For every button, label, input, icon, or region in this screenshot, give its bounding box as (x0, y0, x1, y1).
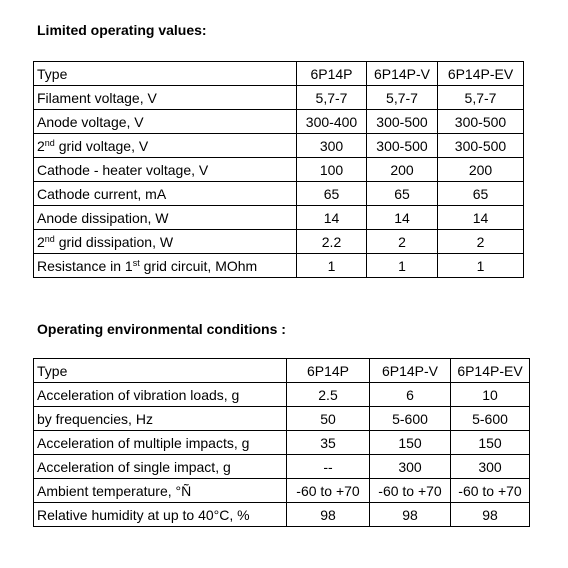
table-row (34, 110, 524, 134)
header-6p14p: 6P14P (287, 359, 370, 383)
table-header-row (34, 62, 524, 86)
cell-6p14p-v: 6 (370, 383, 451, 407)
cell-6p14p-ev: 5-600 (451, 407, 530, 431)
cell-6p14p-v: 1 (367, 254, 438, 278)
cell-6p14p-ev: 200 (438, 158, 524, 182)
row-label: Resistance in 1st grid circuit, MOhm (34, 254, 297, 278)
cell-6p14p: 2.2 (297, 230, 367, 254)
table-row (34, 431, 530, 455)
cell-6p14p-ev: 5,7-7 (438, 86, 524, 110)
cell-6p14p-ev: 300-500 (438, 134, 524, 158)
cell-6p14p: -60 to +70 (287, 479, 370, 503)
row-label: Anode dissipation, W (34, 206, 297, 230)
cell-6p14p-ev: 1 (438, 254, 524, 278)
cell-6p14p-ev: 98 (451, 503, 530, 527)
cell-6p14p-ev: 300 (451, 455, 530, 479)
cell-6p14p-v: -60 to +70 (370, 479, 451, 503)
header-6p14p-v: 6P14P-V (370, 359, 451, 383)
table-row (34, 230, 524, 254)
cell-6p14p-ev: 2 (438, 230, 524, 254)
cell-6p14p-v: 200 (367, 158, 438, 182)
cell-6p14p-v: 5,7-7 (367, 86, 438, 110)
cell-6p14p-v: 65 (367, 182, 438, 206)
row-label: 2nd grid dissipation, W (34, 230, 297, 254)
row-label: Ambient temperature, °Ñ (34, 479, 287, 503)
table-row (34, 407, 530, 431)
limited-operating-values-table (33, 61, 524, 278)
cell-6p14p: 300-400 (297, 110, 367, 134)
table-header-row (34, 359, 530, 383)
row-label: Acceleration of multiple impacts, g (34, 431, 287, 455)
cell-6p14p: 50 (287, 407, 370, 431)
header-6p14p-v: 6P14P-V (367, 62, 438, 86)
header-type: Type (34, 62, 297, 86)
cell-6p14p-v: 150 (370, 431, 451, 455)
header-type: Type (34, 359, 287, 383)
table-row (34, 206, 524, 230)
row-label: Relative humidity at up to 40°C, % (34, 503, 287, 527)
cell-6p14p: 1 (297, 254, 367, 278)
cell-6p14p-ev: 300-500 (438, 110, 524, 134)
cell-6p14p: -- (287, 455, 370, 479)
cell-6p14p: 35 (287, 431, 370, 455)
cell-6p14p-ev: 150 (451, 431, 530, 455)
cell-6p14p: 14 (297, 206, 367, 230)
cell-6p14p: 98 (287, 503, 370, 527)
cell-6p14p: 300 (297, 134, 367, 158)
cell-6p14p-ev: 14 (438, 206, 524, 230)
table-row (34, 479, 530, 503)
row-label: 2nd grid voltage, V (34, 134, 297, 158)
header-6p14p-ev: 6P14P-EV (438, 62, 524, 86)
cell-6p14p-v: 2 (367, 230, 438, 254)
row-label: Acceleration of single impact, g (34, 455, 287, 479)
table-row (34, 134, 524, 158)
table-row (34, 254, 524, 278)
row-label: Anode voltage, V (34, 110, 297, 134)
row-label: by frequencies, Hz (34, 407, 287, 431)
row-label: Filament voltage, V (34, 86, 297, 110)
table-row (34, 182, 524, 206)
table-row (34, 86, 524, 110)
cell-6p14p: 100 (297, 158, 367, 182)
cell-6p14p-ev: 10 (451, 383, 530, 407)
header-6p14p-ev: 6P14P-EV (451, 359, 530, 383)
cell-6p14p-ev: 65 (438, 182, 524, 206)
cell-6p14p-v: 300 (370, 455, 451, 479)
table-row (34, 158, 524, 182)
table-row (34, 383, 530, 407)
header-6p14p: 6P14P (297, 62, 367, 86)
limited-operating-values-heading: Limited operating values: (37, 22, 207, 38)
row-label: Cathode current, mA (34, 182, 297, 206)
cell-6p14p-v: 300-500 (367, 110, 438, 134)
operating-environmental-conditions-heading: Operating environmental conditions : (37, 321, 286, 337)
table-row (34, 455, 530, 479)
cell-6p14p-ev: -60 to +70 (451, 479, 530, 503)
cell-6p14p: 65 (297, 182, 367, 206)
cell-6p14p-v: 300-500 (367, 134, 438, 158)
cell-6p14p-v: 5-600 (370, 407, 451, 431)
table-row (34, 503, 530, 527)
operating-environmental-conditions-table (33, 358, 530, 527)
cell-6p14p-v: 98 (370, 503, 451, 527)
cell-6p14p: 5,7-7 (297, 86, 367, 110)
row-label: Cathode - heater voltage, V (34, 158, 297, 182)
row-label: Acceleration of vibration loads, g (34, 383, 287, 407)
cell-6p14p: 2.5 (287, 383, 370, 407)
cell-6p14p-v: 14 (367, 206, 438, 230)
